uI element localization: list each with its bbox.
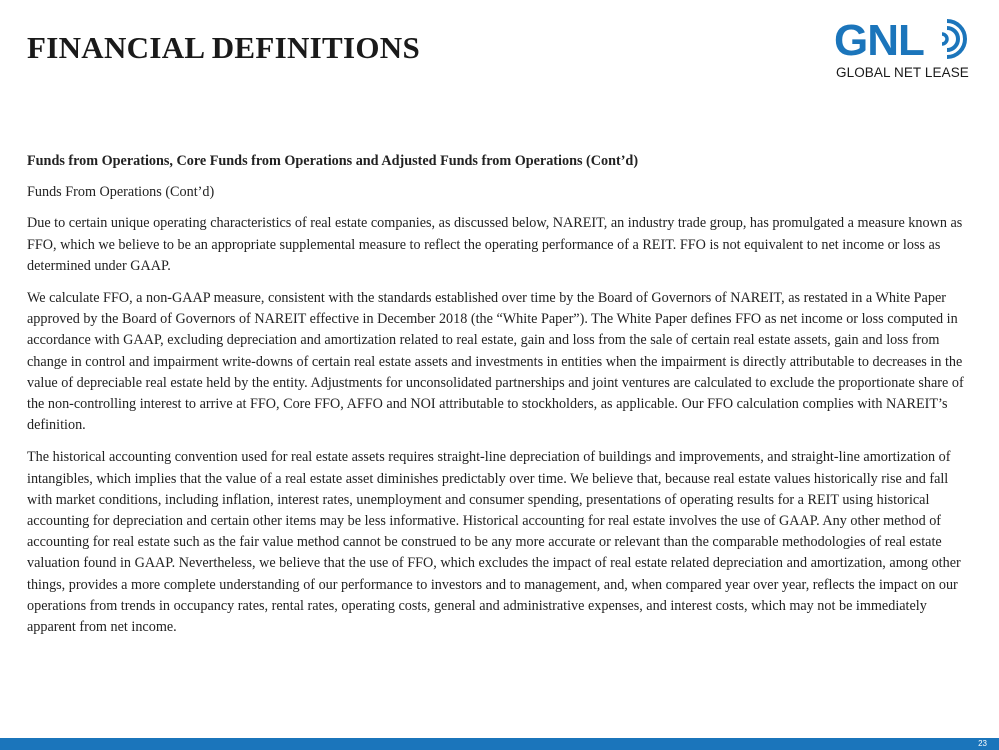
logo-mark: GNL xyxy=(834,16,924,65)
paragraph-ffo-calculation: We calculate FFO, a non-GAAP measure, consistent with the standards established over time by the Board of Governors of NAREIT, as restated in a White Paper approved by the Board of Governors of NAREIT effective in December 2018 (the “White Paper”). The White Paper defines FFO as net income or loss computed in accordance with GAAP, excluding depreciation and amortization related to real estate, gain and loss from the sale of certain real estate assets, gain and loss from change in control and impairment write-downs of certain real estate assets and investments in entities when the impairment is directly attributable to decreases in the value of depreciable real estate held by the entity. Adjustments for unconsolidated partnerships and joint ventures are calculated to exclude the proportionate share of the non-controlling interest to arrive at FFO, Core FFO, AFFO and NOI attributable to stockholders, as applicable. Our FFO calculation complies with NAREIT’s definition. xyxy=(27,290,964,434)
paragraph-ffo-intro: Due to certain unique operating characteristics of real estate companies, as discussed below, NAREIT, an industry trade group, has promulgated a measure known as FFO, which we believe to be an appropriate supplemental measure to reflect the operating performance of a REIT. FFO is not equivalent to net income or loss as determined under GAAP. xyxy=(27,215,963,274)
section-heading: Funds from Operations, Core Funds from Operations and Adjusted Funds from Operations (Cont’d) xyxy=(27,153,639,169)
page-number: 23 xyxy=(978,739,987,748)
paragraph-historical-accounting: The historical accounting convention used for real estate assets requires straight-line depreciation of buildings and improvements, and straight-line amortization of intangibles, which implies that the value of a real estate asset diminishes predictably over time. We believe that, because real estate values historically rise and fall with market conditions, including inflation, interest rates, unemployment and consumer spending, presentations of operating results for a REIT using historical accounting for depreciation and certain other items may be less informative. Historical accounting for real estate involves the use of GAAP. Any other method of accounting for real estate such as the fair value method cannot be construed to be any more accurate or relevant than the comparable methodologies of real estate valuation found in GAAP. Nevertheless, we believe that the use of FFO, which excludes the impact of real estate related depreciation and amortization, among other things, provides a more complete understanding of our performance to investors and to management, and, when compared year over year, reflects the impact on our operations from trends in occupancy rates, rental rates, operating costs, general and administrative expenses, and interest costs, which may not be immediately apparent from net income. xyxy=(27,449,961,636)
logo-swirl-icon xyxy=(933,17,975,61)
subheading: Funds From Operations (Cont’d) xyxy=(27,184,215,201)
logo-subtitle: GLOBAL NET LEASE xyxy=(836,65,969,80)
footer-bar xyxy=(0,738,999,750)
page-title: FINANCIAL DEFINITIONS xyxy=(27,30,421,65)
gnl-logo xyxy=(832,15,982,85)
content-body xyxy=(27,151,973,649)
